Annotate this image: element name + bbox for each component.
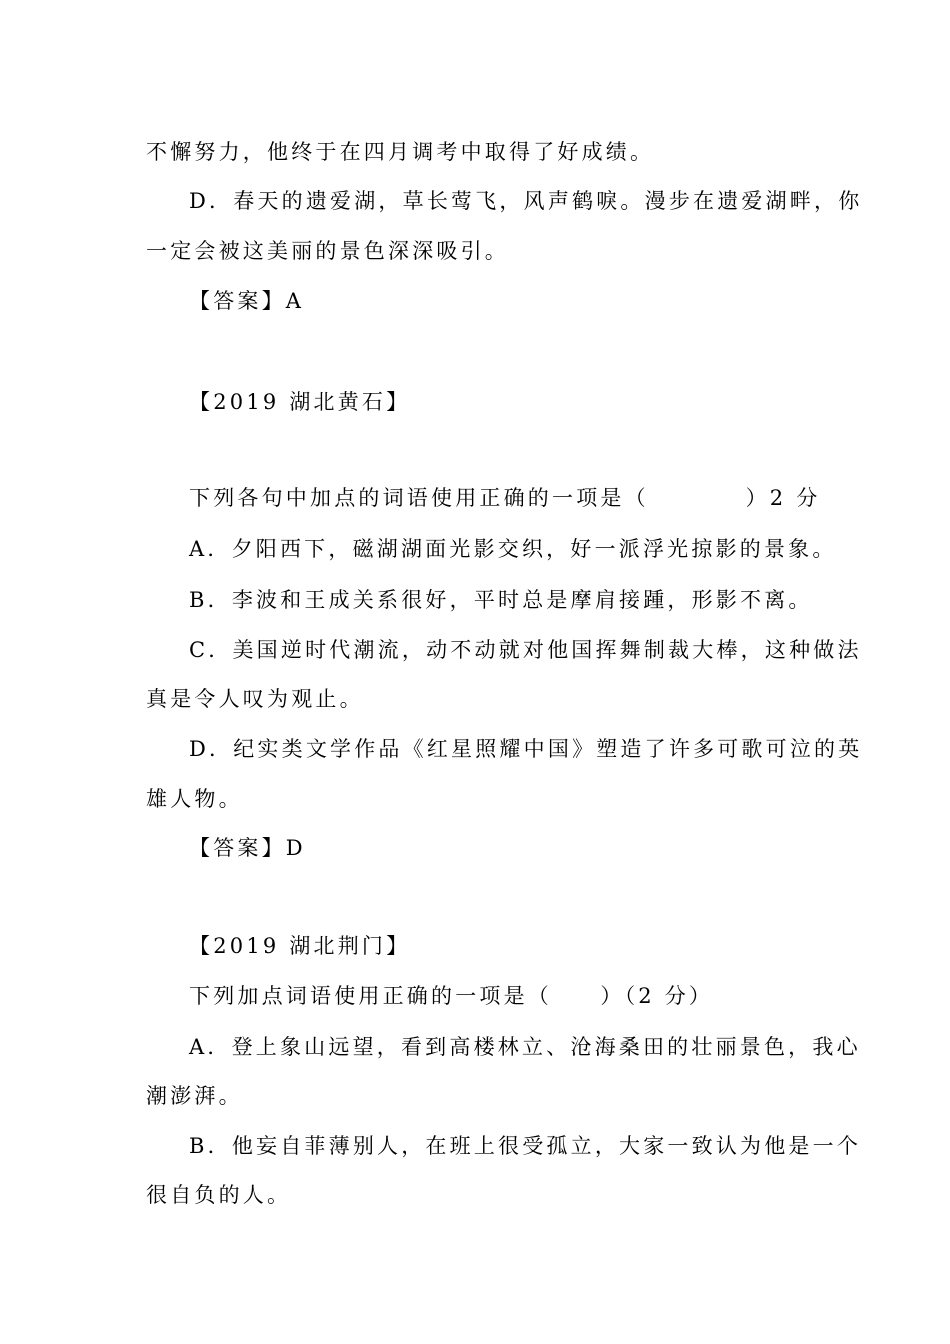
option-c-line-1: C．美国逆时代潮流，动不动就对他国挥舞制裁大棒，这种做法 xyxy=(189,638,862,662)
question-stem: 下列各句中加点的词语使用正确的一项是（ ）2 分 xyxy=(189,486,821,510)
option-d-line-1: D．春天的遗爱湖，草长莺飞，风声鹤唳。漫步在遗爱湖畔，你 xyxy=(189,189,863,213)
option-d-line-1: D．纪实类文学作品《红星照耀中国》塑造了许多可歌可泣的英 xyxy=(189,737,863,761)
option-a-line-2: 潮澎湃。 xyxy=(146,1084,243,1108)
option-b-line-1: B．他妄自菲薄别人，在班上很受孤立，大家一致认为他是一个 xyxy=(189,1134,862,1158)
option-c-line-2: 真是令人叹为观止。 xyxy=(146,687,364,711)
section-header-jingmen: 【2019 湖北荆门】 xyxy=(189,934,411,958)
answer-label: 【答案】D xyxy=(189,836,306,860)
section-header-huangshi: 【2019 湖北黄石】 xyxy=(189,390,411,414)
option-a-line-1: A．登上象山远望，看到高楼林立、沧海桑田的壮丽景色，我心 xyxy=(189,1035,861,1059)
option-b: B．李波和王成关系很好，平时总是摩肩接踵，形影不离。 xyxy=(189,588,813,612)
option-d-line-2: 一定会被这美丽的景色深深吸引。 xyxy=(146,239,509,263)
paragraph-continuation: 不懈努力，他终于在四月调考中取得了好成绩。 xyxy=(146,140,655,164)
answer-label: 【答案】A xyxy=(189,289,305,313)
option-b-line-2: 很自负的人。 xyxy=(146,1183,292,1207)
option-a: A．夕阳西下，磁湖湖面光影交织，好一派浮光掠影的景象。 xyxy=(189,537,837,561)
option-d-line-2: 雄人物。 xyxy=(146,787,243,811)
question-stem: 下列加点词语使用正确的一项是（ ）（2 分） xyxy=(189,984,714,1008)
